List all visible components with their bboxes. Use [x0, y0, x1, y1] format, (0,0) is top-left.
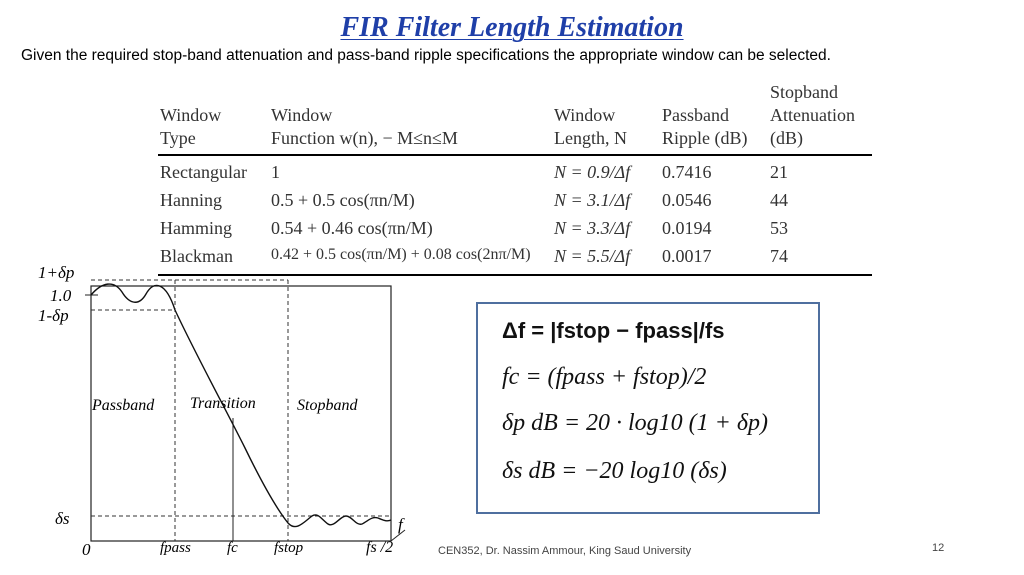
row-blackman-length: N = 5.5/Δf [554, 246, 631, 266]
page-number: 12 [932, 542, 945, 554]
row-blackman-atten: 74 [770, 246, 788, 266]
row-rectangular-ripple: 0.7416 [662, 162, 712, 182]
window-table [158, 80, 872, 280]
formula-delta-f: Δf = |fstop − fpass|/fs [502, 318, 725, 343]
header-passband-ripple: Passband Ripple (dB) [662, 105, 748, 148]
row-blackman-type: Blackman [160, 246, 233, 266]
row-hamming-type: Hamming [160, 218, 232, 238]
label-transition: Transition [190, 395, 256, 412]
label-fpass: fpass [160, 540, 191, 556]
label-fstop: fstop [274, 540, 304, 556]
row-blackman-ripple: 0.0017 [662, 246, 712, 266]
filter-response-diagram [30, 258, 420, 563]
row-rectangular-function: 1 [271, 162, 280, 182]
row-hanning-type: Hanning [160, 190, 222, 210]
formula-delta-p: δp dB = 20 · log10 (1 + δp) [502, 410, 769, 436]
formula-fc: fc = (fpass + fstop)/2 [502, 364, 707, 390]
row-rectangular-length: N = 0.9/Δf [554, 162, 631, 182]
label-fs-half: fs /2 [366, 539, 394, 556]
row-hamming-length: N = 3.3/Δf [554, 218, 631, 238]
label-zero: 0 [82, 540, 91, 559]
row-blackman-function: 0.42 + 0.5 cos(πn/M) + 0.08 cos(2nπ/M) [271, 246, 531, 263]
header-window-function: Window Function w(n), − M≤n≤M [271, 105, 458, 148]
slide-subtitle: Given the required stop-band attenuation and pass-band ripple specifications the appropriate window can be selected. [21, 47, 831, 64]
slide-title: FIR Filter Length Estimation [340, 12, 684, 43]
slide-footer: CEN352, Dr. Nassim Ammour, King Saud University [438, 545, 692, 557]
row-hamming-ripple: 0.0194 [662, 218, 712, 238]
label-passband: Passband [92, 397, 155, 414]
table-rule-top [158, 154, 872, 156]
label-one: 1.0 [50, 286, 72, 305]
label-stopband: Stopband [297, 397, 358, 414]
header-stopband-attenuation: Stopband Attenuation (dB) [770, 82, 855, 148]
row-hanning-length: N = 3.1/Δf [554, 190, 631, 210]
formula-delta-s: δs dB = −20 log10 (δs) [502, 458, 727, 484]
label-one-minus-dp: 1-δp [38, 306, 69, 325]
row-hanning-atten: 44 [770, 190, 788, 210]
label-one-plus-dp: 1+δp [38, 263, 75, 282]
label-fc: fc [227, 540, 238, 556]
row-hanning-ripple: 0.0546 [662, 190, 712, 210]
row-rectangular-atten: 21 [770, 162, 788, 182]
row-hanning-function: 0.5 + 0.5 cos(πn/M) [271, 190, 415, 210]
header-window-length: Window Length, N [554, 105, 627, 148]
row-hamming-atten: 53 [770, 218, 788, 238]
row-rectangular-type: Rectangular [160, 162, 247, 182]
label-delta-s: δs [55, 509, 70, 528]
label-f-axis: f [398, 515, 403, 534]
formula-box [476, 302, 820, 514]
header-window-type: Window Type [160, 105, 222, 148]
row-hamming-function: 0.54 + 0.46 cos(πn/M) [271, 218, 433, 238]
